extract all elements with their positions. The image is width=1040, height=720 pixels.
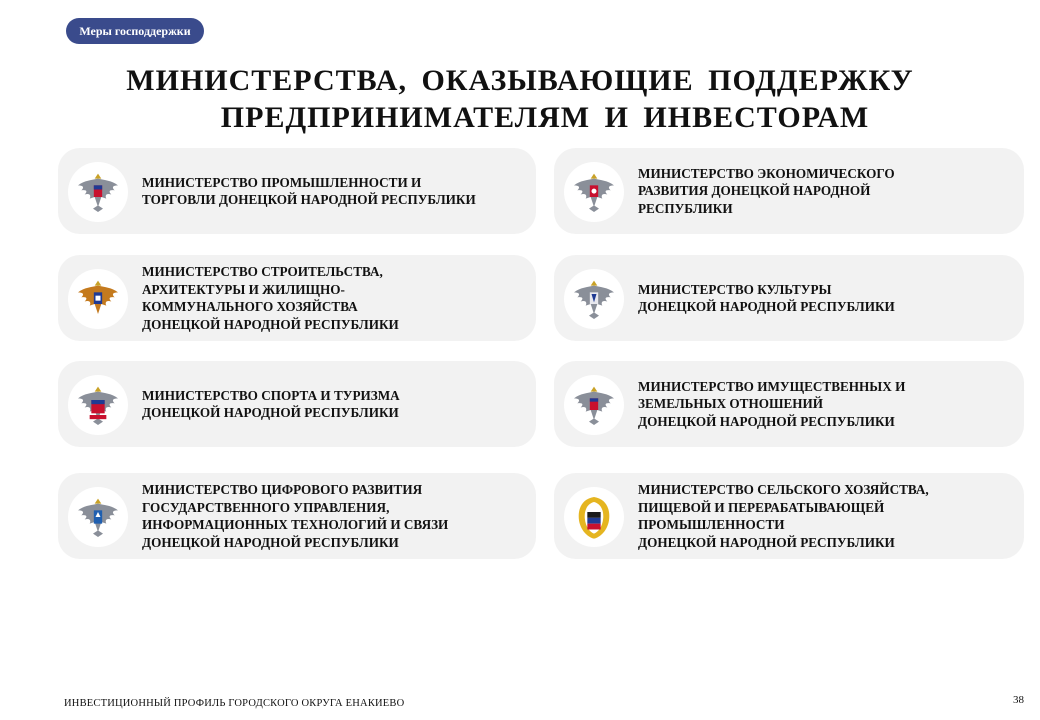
ministry-card-property-land [554, 361, 1024, 447]
ministry-name: МИНИСТЕРСТВО СТРОИТЕЛЬСТВА, АРХИТЕКТУРЫ И ЖИЛИЩНО- КОММУНАЛЬНОГО ХОЗЯЙСТВА ДОНЕЦКОЙ НАРОДНОЙ РЕСПУБЛИКИ [142, 264, 399, 332]
eagle-emblem-icon [564, 162, 624, 222]
eagle-emblem-icon [68, 162, 128, 222]
ministry-card-sport-tourism [58, 361, 536, 447]
ministry-card-agriculture [554, 473, 1024, 559]
ministry-card-construction [58, 255, 536, 341]
footer-text: ИНВЕСТИЦИОННЫЙ ПРОФИЛЬ ГОРОДСКОГО ОКРУГА ЕНАКИЕВО [64, 698, 405, 709]
page-title [0, 62, 1040, 136]
ministry-card-economic-development [554, 148, 1024, 234]
ministry-card-industry-trade [58, 148, 536, 234]
ministry-name: МИНИСТЕРСТВО ПРОМЫШЛЕННОСТИ И ТОРГОВЛИ ДОНЕЦКОЙ НАРОДНОЙ РЕСПУБЛИКИ [142, 174, 476, 207]
ministry-card-culture [554, 255, 1024, 341]
eagle-emblem-icon [564, 269, 624, 329]
eagle-emblem-icon [564, 375, 624, 435]
ministry-name: МИНИСТЕРСТВО ЭКОНОМИЧЕСКОГО РАЗВИТИЯ ДОНЕЦКОЙ НАРОДНОЙ РЕСПУБЛИКИ [638, 165, 895, 216]
section-badge: Меры господдержки [66, 18, 204, 44]
agriculture-emblem-icon [564, 487, 624, 547]
ministry-name: МИНИСТЕРСТВО КУЛЬТУРЫ ДОНЕЦКОЙ НАРОДНОЙ РЕСПУБЛИКИ [638, 281, 895, 314]
eagle-emblem-icon [68, 487, 128, 547]
ministry-name: МИНИСТЕРСТВО СПОРТА И ТУРИЗМА ДОНЕЦКОЙ НАРОДНОЙ РЕСПУБЛИКИ [142, 387, 400, 420]
title-line-2: ПРЕДПРИНИМАТЕЛЯМ И ИНВЕСТОРАМ [220, 101, 870, 134]
eagle-emblem-icon [68, 375, 128, 435]
page-number: 38 [1013, 694, 1024, 706]
ministry-name: МИНИСТЕРСТВО СЕЛЬСКОГО ХОЗЯЙСТВА, ПИЩЕВОЙ И ПЕРЕРАБАТЫВАЮЩЕЙ ПРОМЫШЛЕННОСТИ ДОНЕЦКОЙ НАРОДНОЙ РЕСПУБЛИКИ [638, 482, 929, 550]
title-line-1: МИНИСТЕРСТВА, ОКАЗЫВАЮЩИЕ ПОДДЕРЖКУ [126, 64, 914, 97]
eagle-emblem-icon [68, 269, 128, 329]
ministry-name: МИНИСТЕРСТВО ИМУЩЕСТВЕННЫХ И ЗЕМЕЛЬНЫХ ОТНОШЕНИЙ ДОНЕЦКОЙ НАРОДНОЙ РЕСПУБЛИКИ [638, 378, 906, 429]
ministry-card-digital-development [58, 473, 536, 559]
ministry-name: МИНИСТЕРСТВО ЦИФРОВОГО РАЗВИТИЯ ГОСУДАРСТВЕННОГО УПРАВЛЕНИЯ, ИНФОРМАЦИОННЫХ ТЕХНОЛОГИЙ И СВЯЗИ ДОНЕЦКОЙ НАРОДНОЙ РЕСПУБЛИКИ [142, 482, 449, 550]
